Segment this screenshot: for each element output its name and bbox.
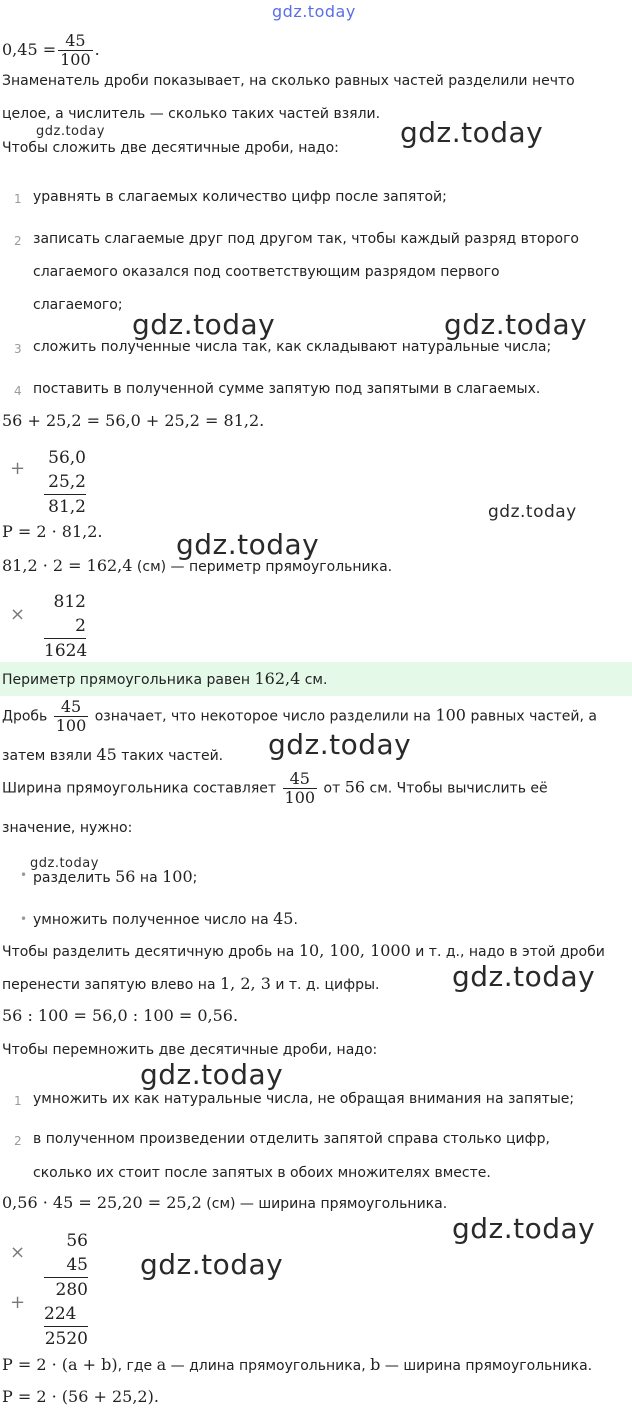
paragraph-line: Знаменатель дроби показывает, на сколько равных частей разделили нечто [2,73,575,89]
equation: 56 + 25,2 = 56,0 + 25,2 = 81,2. [2,411,265,430]
numerator: 45 [54,698,89,717]
watermark: gdz.today [176,528,320,561]
list-number: 1 [14,192,22,206]
watermark-logo: gdz.today [272,2,356,21]
text: таких частей. [121,748,224,764]
product: 2520 [44,1329,88,1349]
factor: 2 [44,614,86,639]
numbers: 1, 2, 3 [219,974,271,993]
text: на [139,870,158,886]
factor: 45 [44,1253,88,1278]
eq-text: (см) — ширина прямоугольника. [201,1196,448,1212]
variable: a [156,1355,167,1374]
list-number: 1 [14,1094,22,1108]
times-sign: × [10,1242,26,1263]
numbers: 10, 100, 1000 [298,941,411,960]
sum: 81,2 [48,497,86,517]
text: см. Чтобы вычислить её [369,780,548,797]
text: . [293,912,298,928]
numerator: 45 [58,32,93,51]
number: 100 [162,867,193,886]
list-number: 3 [14,342,22,356]
text: перенести запятую влево на [2,977,216,993]
eq-math: 0,56 · 45 = 25,20 = 25,2 [2,1193,202,1212]
watermark: gdz.today [268,728,412,761]
answer-text: Периметр прямоугольника равен [2,672,255,688]
text: Ширина прямоугольника составляет [2,780,277,797]
eq-math: 81,2 · 2 = 162,4 [2,556,133,575]
list-item-text: в полученном произведении отделить запятой справа столько цифр, [33,1131,550,1147]
list-item-text: слагаемого оказался под соответствующим разрядом первого [33,264,500,280]
partial-product: 280 [55,1280,88,1300]
answer-value: 162,4 [254,669,301,688]
plus-sign: + [10,1292,26,1313]
watermark: gdz.today [452,1212,596,1245]
bullet: • [20,868,28,882]
addend: 56,0 [48,448,86,468]
fraction [58,32,93,69]
paragraph-line: Чтобы перемножить две десятичные дроби, надо: [2,1042,378,1058]
text: и т. д., надо в этой дроби [415,944,605,960]
list-item-text: слагаемого; [33,297,123,313]
equation: 56 : 100 = 56,0 : 100 = 0,56. [2,1006,239,1025]
paragraph-line: значение, нужно: [2,820,133,836]
list-number: 2 [14,1134,22,1148]
list-item-text: умножить их как натуральные числа, не обращая внимания на запятые; [33,1091,575,1107]
times-sign: × [10,604,26,625]
formula: P = 2 · (a + b) [2,1355,118,1374]
text: равных частей, а [470,708,597,725]
paragraph-line [2,974,380,995]
fraction [54,698,89,735]
partial-product: 224 [44,1302,88,1327]
denominator: 100 [284,788,316,807]
bullet-text [33,902,298,937]
variable: b [370,1355,381,1374]
watermark: gdz.today [488,502,577,522]
number: 100 [435,705,466,725]
factor: 812 [53,592,86,612]
paragraph-line [2,698,597,735]
text: Дробь [2,708,48,725]
addend: 25,2 [44,470,86,495]
text: ; [192,870,198,886]
text: означает, что некоторое число разделили на [94,708,431,725]
paragraph-line: целое, а числитель — сколько таких частей взяли. [2,106,381,122]
list-item-text: записать слагаемые друг под другом так, чтобы каждый разряд второго [33,231,579,247]
text: от [323,780,341,797]
equation: P = 2 · 81,2. [2,522,103,541]
column-addition [44,446,86,519]
plus-sign: + [10,458,26,479]
paragraph-line [2,745,223,766]
fraction [283,770,318,807]
watermark: gdz.today [30,856,99,871]
list-item-text: сколько их стоит после запятых в обоих множителях вместе. [33,1165,491,1181]
watermark: gdz.today [452,960,596,993]
watermark: gdz.today [400,116,544,149]
eq-left: 0,45 = [2,40,57,59]
product: 1624 [44,641,88,661]
numerator: 45 [283,770,318,789]
watermark: gdz.today [140,1248,284,1281]
eq-dot: . [94,40,100,59]
factor: 56 [66,1231,88,1251]
text: умножить полученное число на [33,912,269,928]
watermark: gdz.today [140,1058,284,1091]
list-number: 2 [14,234,22,248]
text: Чтобы разделить десятичную дробь на [2,944,295,960]
list-number: 4 [14,384,22,398]
text: , где [117,1358,157,1374]
equation-fraction [2,32,100,69]
eq-text: (см) — периметр прямоугольника. [132,559,393,575]
text: и т. д. цифры. [275,977,380,993]
text: — длина прямоугольника, [166,1358,371,1374]
text: — ширина прямоугольника. [380,1358,593,1374]
watermark: gdz.today [444,308,588,341]
list-item-text: поставить в полученной сумме запятую под запятыми в слагаемых. [33,381,541,397]
answer-unit: см. [300,672,328,688]
equation-line [2,556,392,577]
paragraph-line [2,941,605,962]
watermark: gdz.today [36,124,105,139]
equation: P = 2 · (56 + 25,2). [2,1387,159,1406]
list-item-text: сложить полученные числа так, как складывают натуральные числа; [33,339,552,355]
list-item-text: уравнять в слагаемых количество цифр после запятой; [33,189,447,205]
number: 56 [344,777,366,797]
formula-line [2,1355,592,1376]
text: разделить [33,870,111,886]
paragraph-line [2,770,548,807]
bullet-text [33,860,197,895]
bullet: • [20,912,28,926]
denominator: 100 [60,50,91,69]
number: 45 [273,909,294,928]
column-multiplication [44,590,86,663]
denominator: 100 [55,716,87,735]
number: 56 [115,867,136,886]
number: 45 [96,745,117,764]
text: затем взяли [2,748,92,764]
column-multiplication [44,1229,88,1351]
answer-line [2,669,327,690]
watermark: gdz.today [132,308,276,341]
equation-line [2,1193,447,1214]
paragraph-line: Чтобы сложить две десятичные дроби, надо: [2,140,339,156]
